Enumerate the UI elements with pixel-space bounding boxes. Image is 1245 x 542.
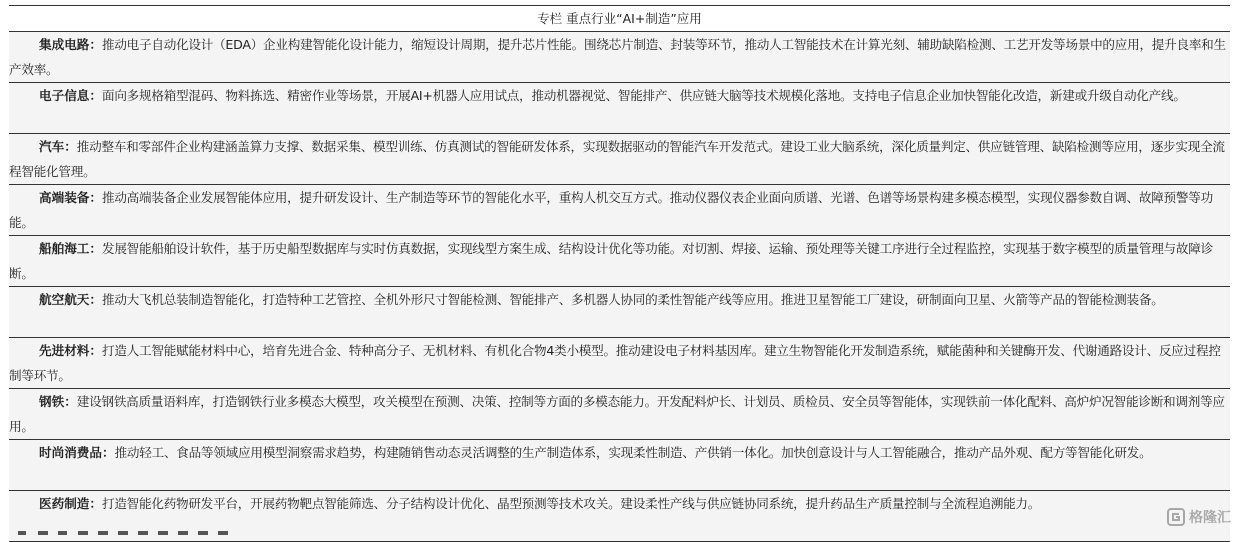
table-row bbox=[9, 83, 1230, 134]
row-text: 推动电子自动化设计（EDA）企业构建智能化设计能力，缩短设计周期，提升芯片性能。围绕芯片制造、封装等环节，推动人工智能技术在计算光刻、辅助缺陷检测、工艺开发等场景中的应用，提升良率和生产效率。 bbox=[9, 37, 1226, 77]
row-label: 船舶海工： bbox=[39, 241, 102, 256]
table-row bbox=[9, 338, 1230, 389]
row-text: 面向多规格箱型混码、物料拣选、精密作业等场景，开展AI+机器人应用试点，推动机器视觉、智能排产、供应链大脑等技术规模化落地。支持电子信息企业加快智能化改造，新建或升级自动化产线。 bbox=[101, 88, 1186, 103]
watermark-text: 格隆汇 bbox=[1189, 510, 1231, 526]
row-label: 钢铁： bbox=[39, 394, 77, 409]
row-text: 打造智能化药物研发平台，开展药物靶点智能筛选、分子结构设计优化、晶型预测等技术攻关。建设柔性产线与供应链协同系统，提升药品生产质量控制与全流程追溯能力。 bbox=[101, 496, 1041, 511]
table-row bbox=[9, 32, 1230, 83]
row-text: 打造人工智能赋能材料中心，培育先进合金、特种高分子、无机材料、有机化合物4类小模型。推动建设电子材料基因库。建立生物智能化开发制造系统，赋能菌种和关键酶开发、代谢通路设计、反应过程控制等环节。 bbox=[9, 343, 1221, 383]
table-row bbox=[9, 389, 1230, 440]
row-label: 集成电路： bbox=[39, 37, 102, 52]
row-label: 高端装备： bbox=[39, 190, 102, 205]
row-text: 推动高端装备企业发展智能体应用，提升研发设计、生产制造等环节的智能化水平，重构人机交互方式。推动仪器仪表企业面向质谱、光谱、色谱等场景构建多模态模型，实现仪器参数自调、故障预警等功能。 bbox=[9, 190, 1213, 230]
row-label: 时尚消费品： bbox=[39, 445, 115, 460]
row-label: 先进材料： bbox=[39, 343, 102, 358]
row-label: 电子信息： bbox=[39, 88, 102, 103]
row-text: 推动整车和零部件企业构建涵盖算力支撑、数据采集、模型训练、仿真测试的智能研发体系，实现数据驱动的智能汽车开发范式。建设工业大脑系统，深化质量判定、供应链管理、缺陷检测等应用，逐步实现全流程智能化管理。 bbox=[9, 139, 1225, 179]
table-row bbox=[9, 236, 1230, 287]
table-row bbox=[9, 440, 1230, 491]
table-row bbox=[9, 287, 1230, 338]
gelonghui-logo-icon bbox=[1167, 508, 1185, 526]
row-label: 汽车： bbox=[39, 139, 77, 154]
table-row bbox=[9, 134, 1230, 185]
table-body bbox=[9, 32, 1230, 542]
row-text: 建设钢铁高质量语料库，打造钢铁行业多模态大模型，攻关模型在预测、决策、控制等方面的多模态能力。开发配料炉长、计划员、质检员、安全员等智能体，实现铁前一体化配料、高炉炉况智能诊断和调剂等应用。 bbox=[9, 394, 1225, 434]
table-title: 专栏 重点行业“AI+制造”应用 bbox=[9, 6, 1230, 32]
row-text: 推动大飞机总装制造智能化，打造特种工艺管控、全机外形尺寸智能检测、智能排产、多机器人协同的柔性智能产线等应用。推进卫星智能工厂建设，研制面向卫星、火箭等产品的智能检测装备。 bbox=[101, 292, 1164, 307]
row-label: 航空航天： bbox=[39, 292, 102, 307]
table-row bbox=[9, 185, 1230, 236]
gelonghui-watermark bbox=[1167, 505, 1239, 529]
row-text: 推动轻工、食品等领域应用模型洞察需求趋势，构建随销售动态灵活调整的生产制造体系，实现柔性制造、产供销一体化。加快创意设计与人工智能融合，推动产品外观、配方等智能化研发。 bbox=[114, 445, 1152, 460]
row-label: 医药制造： bbox=[39, 496, 102, 511]
row-text: 发展智能船舶设计软件，基于历史船型数据库与实时仿真数据，实现线型方案生成、结构设计优化等功能。对切割、焊接、运输、预处理等关键工序进行全过程监控，实现基于数字模型的质量管理与故障诊断。 bbox=[9, 241, 1213, 281]
feature-table bbox=[9, 5, 1230, 542]
